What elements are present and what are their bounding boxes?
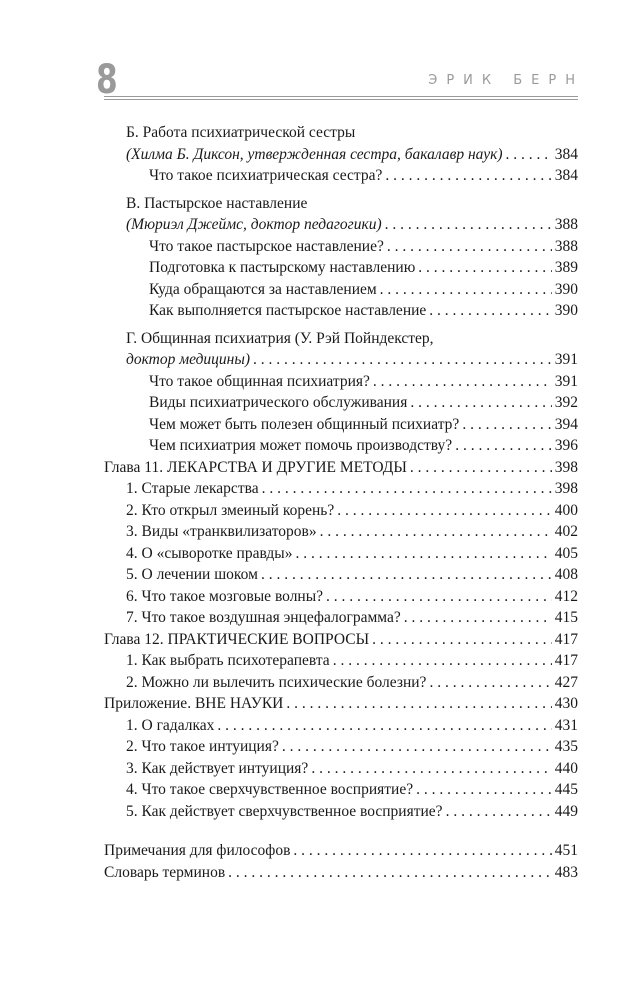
toc-entry [104,236,578,258]
toc-label: Чем психиатрия может помочь производству? [149,437,453,454]
toc-entry [104,414,578,436]
toc-page: 400 [554,501,578,519]
toc-section-title: В. Пастырское наставление [126,194,308,212]
toc-author: (У. Рэй Пойндекстер, [294,329,434,347]
header-rule-top [104,96,578,97]
toc-chapter [104,862,578,884]
toc-label: Что такое психиатрическая сестра? [149,167,383,184]
toc-entry [104,478,578,500]
toc-page: 398 [554,458,578,476]
toc-entry [104,650,578,672]
toc-label: Виды психиатрического обслуживания [149,394,408,411]
toc-leader [506,144,552,166]
toc-page: 392 [554,394,578,411]
table-of-contents [104,122,578,883]
toc-chapter-title: Примечания для философов [104,842,291,859]
toc-page: 440 [554,759,578,777]
toc-label: 2. Можно ли вылечить психические болезни? [126,673,427,691]
toc-leader [217,715,551,737]
toc-page: 394 [554,415,578,433]
toc-label: Подготовка к пастырскому наставлению [149,259,416,276]
toc-entry [104,607,578,629]
header-rule-bottom [104,99,578,100]
toc-entry [104,300,578,322]
toc-leader [404,607,552,629]
running-head: ЭРИК БЕРН [428,73,584,88]
toc-entry [104,564,578,586]
toc-leader [429,300,551,322]
toc-page: 396 [554,437,578,454]
toc-entry [104,165,578,187]
toc-entry [104,586,578,608]
toc-page: 389 [554,259,578,276]
toc-leader [311,758,551,780]
toc-page: 408 [554,566,578,583]
toc-leader [286,693,551,715]
toc-entry [104,672,578,694]
toc-author: доктор медицины) [126,351,251,368]
toc-leader [418,257,551,279]
toc-label: 3. Виды «транквилизаторов» [126,523,317,540]
toc-author: (Мюриэл Джеймс, доктор педагогики) [126,216,382,233]
toc-page: 451 [554,842,578,859]
toc-label: 4. Что такое сверхчувственное восприятие? [126,781,414,798]
toc-leader [410,392,551,414]
toc-entry [104,779,578,801]
toc-page: 431 [554,716,578,734]
toc-label: Чем может быть полезен общинный психиатр? [149,415,460,433]
toc-chapter [104,629,578,651]
toc-label: 5. Как действует сверхчувственное восприятие? [126,802,443,820]
toc-chapter [104,457,578,479]
toc-entry [104,214,578,236]
toc-page: 390 [554,280,578,298]
toc-entry [104,715,578,737]
toc-section-title: Б. Работа психиатрической сестры [126,124,356,141]
toc-entry [104,279,578,301]
page-number: 8 [96,57,118,103]
toc-label: Как выполняется пастырское наставление [149,302,427,319]
toc-entry [104,371,578,393]
toc-label: Что такое общинная психиатрия? [149,372,370,390]
toc-page: 415 [554,609,578,626]
toc-chapter-title: Приложение. ВНЕ НАУКИ [104,695,284,712]
toc-leader [462,414,551,436]
toc-page: 483 [554,863,578,881]
toc-page: 445 [554,781,578,798]
toc-page: 402 [554,523,578,540]
toc-leader [410,457,552,479]
toc-leader [373,371,552,393]
toc-page: 388 [554,237,578,255]
toc-page: 388 [554,216,578,233]
toc-label: 1. Как выбрать психотерапевта [126,652,330,669]
toc-page: 391 [554,351,578,368]
toc-entry [104,257,578,279]
toc-leader [455,435,552,457]
toc-entry [104,500,578,522]
toc-label: 6. Что такое мозговые волны? [126,587,324,605]
toc-section-label: Г. Общинная психиатрия [126,329,291,347]
toc-page: 391 [554,372,578,390]
toc-leader [429,672,551,694]
toc-entry [104,435,578,457]
toc-leader [385,214,552,236]
toc-section-title [104,328,578,350]
toc-leader [333,650,552,672]
toc-entry [104,736,578,758]
toc-page: 398 [554,480,578,497]
toc-page: 417 [554,652,578,669]
toc-page: 449 [554,802,578,820]
toc-entry [104,349,578,371]
toc-leader [385,165,551,187]
toc-page: 430 [554,695,578,712]
toc-page: 427 [554,673,578,691]
toc-label: 4. О «сыворотке правды» [126,544,293,562]
toc-leader [446,801,552,823]
toc-leader [261,564,552,586]
toc-leader [372,629,552,651]
toc-label: 1. О гадалках [126,716,215,734]
toc-label: 2. Кто открыл змеиный корень? [126,501,335,519]
toc-entry [104,758,578,780]
toc-label: 1. Старые лекарства [126,480,259,497]
toc-page: 435 [554,738,578,755]
toc-leader [262,478,552,500]
toc-label: 7. Что такое воздушная энцефалограмма? [126,609,401,626]
toc-author: (Хилма Б. Диксон, утвержденная сестра, бакалавр наук) [126,145,503,163]
toc-leader [253,349,552,371]
toc-leader [282,736,552,758]
toc-leader [320,521,552,543]
toc-page: 384 [554,145,578,163]
toc-entry [104,521,578,543]
toc-page: 412 [554,587,578,605]
toc-page: 405 [554,544,578,562]
toc-entry [104,543,578,565]
toc-chapter [104,693,578,715]
toc-chapter-title: Глава 12. ПРАКТИЧЕСКИЕ ВОПРОСЫ [104,630,370,648]
toc-chapter-title: Словарь терминов [104,863,226,881]
toc-entry [104,392,578,414]
toc-page: 417 [554,630,578,648]
toc-leader [337,500,552,522]
toc-label: Куда обращаются за наставлением [149,280,377,298]
toc-chapter-title: Глава 11. ЛЕКАРСТВА И ДРУГИЕ МЕТОДЫ [104,458,407,476]
toc-leader [293,840,551,862]
toc-label: 5. О лечении шоком [126,566,258,583]
toc-entry [104,144,578,166]
toc-leader [295,543,551,565]
toc-label: Что такое пастырское наставление? [149,237,384,255]
toc-page: 384 [554,167,578,184]
toc-leader [387,236,552,258]
toc-leader [326,586,552,608]
toc-entry [104,801,578,823]
toc-leader [380,279,552,301]
toc-label: 2. Что такое интуиция? [126,738,279,755]
toc-chapter [104,840,578,862]
toc-leader [228,862,552,884]
toc-leader [416,779,552,801]
toc-label: 3. Как действует интуиция? [126,759,309,777]
toc-page: 390 [554,302,578,319]
